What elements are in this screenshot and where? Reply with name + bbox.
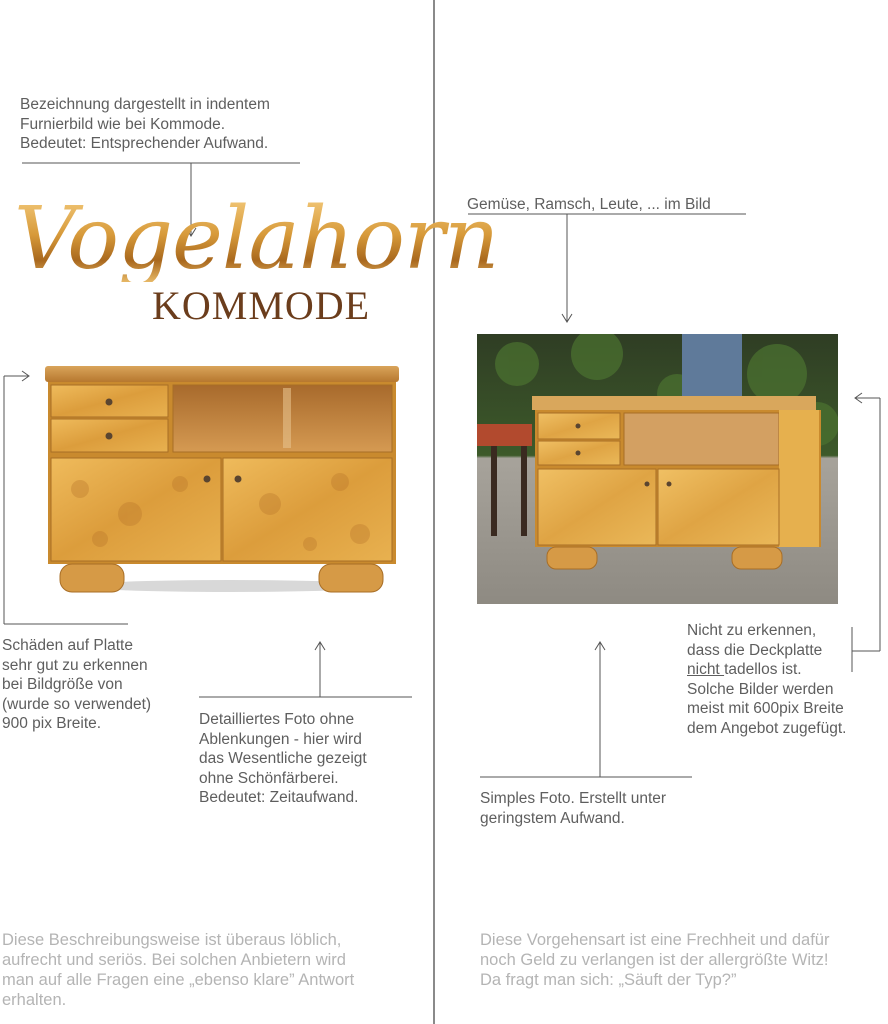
- right-plate-note-line3: tadellos ist.: [724, 661, 802, 678]
- logo-script-text: Vogelahorn: [14, 189, 499, 289]
- left-damage-note: Schäden auf Platte sehr gut zu erkennen bei Bildgröße von (wurde so verwendet) 900 pix Breite.: [2, 637, 152, 732]
- right-plate-note: [687, 621, 846, 738]
- right-plate-note-line1: Nicht zu erkennen, dass die Deckplatte: [687, 622, 823, 659]
- right-verdict: Diese Vorgehensart ist eine Frechheit und dafür noch Geld zu verlangen ist der allergrößte Witz! Da fragt man sich: „Säuft der Typ?”: [480, 931, 830, 989]
- right-plate-note-line4: Solche Bilder werden meist mit 600pix Breite dem Angebot zugefügt.: [687, 680, 847, 737]
- left-verdict: Diese Beschreibungsweise ist überaus löblich, aufrecht und seriös. Bei solchen Anbietern wird man auf alle Fragen eine „ebenso klare” Antwort erhalten.: [2, 931, 355, 1009]
- right-top-note: Gemüse, Ramsch, Leute, ... im Bild: [467, 196, 711, 213]
- right-photo-note: Simples Foto. Erstellt unter geringstem Aufwand.: [480, 790, 667, 827]
- left-top-note: Bezeichnung dargestellt in indentem Furnierbild wie bei Kommode. Bedeutet: Entsprechender Aufwand.: [20, 96, 270, 152]
- left-photo-note: Detailliertes Foto ohne Ablenkungen - hier wird das Wesentliche gezeigt ohne Schönfärberei. Bedeutet: Zeitaufwand.: [199, 711, 367, 806]
- dresser-photo-simple: [477, 334, 838, 604]
- dresser-photo-detailed: [40, 364, 402, 596]
- logo-subtitle: KOMMODE: [152, 283, 371, 328]
- right-plate-note-emphasis: nicht: [687, 661, 725, 678]
